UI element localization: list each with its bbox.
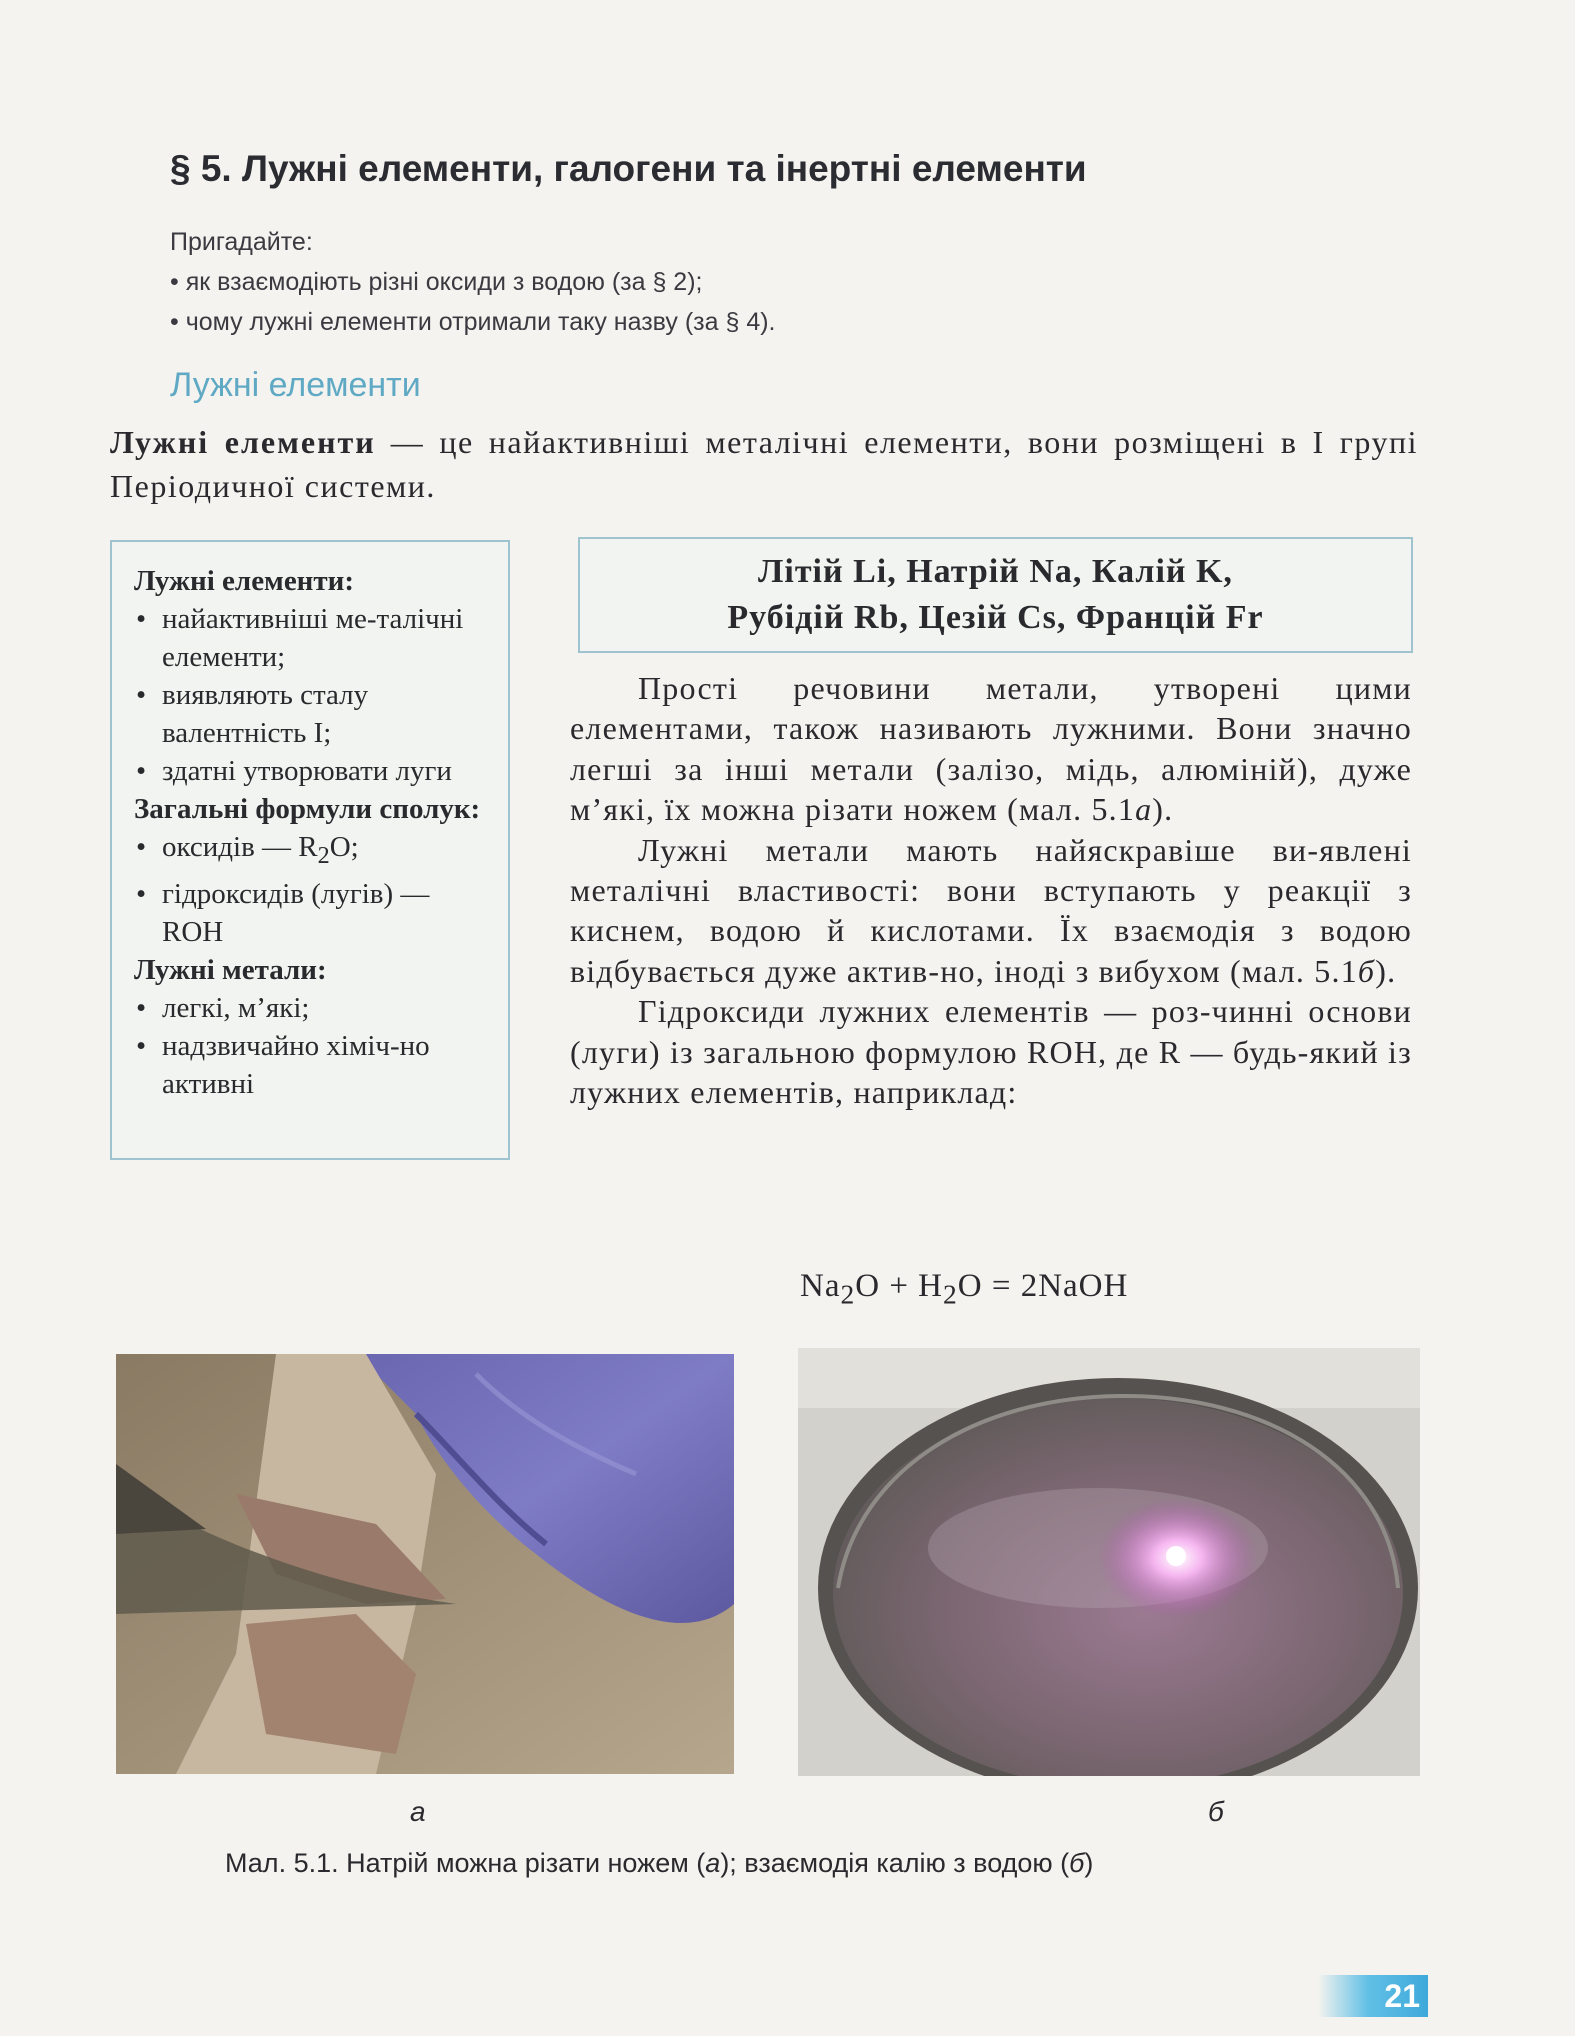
elements-list-box <box>578 537 1413 653</box>
body-paragraph <box>570 668 1412 830</box>
eq-part: O + H <box>855 1268 944 1304</box>
intro-paragraph <box>110 420 1418 508</box>
photo-potassium-drawing <box>798 1348 1420 1776</box>
oxides-end: O; <box>329 831 359 863</box>
paragraph-text: Лужні метали мають найяскравіше ви-явлені металічні властивості: вони вступають у реакції з киснем, водою й кислотами. Їх взаємодія з водою відбувається дуже актив-но, іноді з вибухом (мал. 5.1 <box>570 831 1412 989</box>
remember-block <box>170 222 776 342</box>
chemical-equation <box>800 1268 1128 1311</box>
summary-sidebox <box>110 540 510 1160</box>
caption-text: ); взаємодія калію з водою ( <box>720 1848 1070 1878</box>
caption-text: ) <box>1084 1848 1094 1878</box>
sidebox-item: • надзвичайно хіміч-но активні <box>134 1027 490 1103</box>
oxides-label: оксидів — R <box>162 831 318 863</box>
caption-text: Мал. 5.1. Натрій можна різати ножем ( <box>225 1848 706 1878</box>
body-paragraph: Гідроксиди лужних елементів — роз-чинні основи (луги) із загальною формулою ROH, де R — будь-який із лужних елементів, наприклад: <box>570 993 1412 1111</box>
sidebox-item: • виявляють сталу валентність І; <box>134 676 490 752</box>
caption-ref: б <box>1069 1848 1085 1878</box>
remember-item: • чому лужні елементи отримали таку назву (за § 4). <box>170 302 776 342</box>
sidebox-item-oxides <box>134 828 490 875</box>
sidebox-item: • здатні утворювати луги <box>134 752 490 790</box>
remember-item: • як взаємодіють різні оксиди з водою (за § 2); <box>170 262 776 302</box>
figure-caption <box>225 1848 1093 1879</box>
photo-sodium-cutting <box>116 1354 734 1774</box>
figure-ref: б <box>1357 952 1376 989</box>
elements-line: Літій Li, Натрій Na, Калій K, <box>758 553 1233 590</box>
page-number: 21 <box>1318 1975 1428 2017</box>
remember-lead: Пригадайте: <box>170 228 313 256</box>
eq-subscript: 2 <box>943 1278 958 1310</box>
intro-text: — це найактивніші металічні елементи, вони розміщені в І групі Періодичної системи. <box>110 424 1418 504</box>
elements-line: Рубідій Rb, Цезій Cs, Францій Fr <box>727 599 1264 636</box>
figure-ref: а <box>1135 791 1153 828</box>
page-title: § 5. Лужні елементи, галогени та інертні елементи <box>170 148 1087 189</box>
eq-part: Na <box>800 1268 841 1304</box>
photo-sodium-drawing <box>116 1354 734 1774</box>
body-paragraph <box>570 830 1412 992</box>
intro-term: Лужні елементи <box>110 424 376 460</box>
eq-part: O = 2NaOH <box>957 1268 1129 1304</box>
paragraph-text: Прості речовини метали, утворені цими елементами, також називають лужними. Вони значно легші за інші метали (залізо, мідь, алюміній), дуже м’які, їх можна різати ножем (мал. 5.1 <box>570 670 1412 828</box>
sidebox-heading: Загальні формули сполук: <box>134 793 481 825</box>
sidebox-item: • легкі, м’які; <box>134 989 490 1027</box>
oxides-subscript: 2 <box>317 841 330 869</box>
sidebox-heading: Лужні метали: <box>134 953 327 986</box>
sidebox-item: • гідроксидів (лугів) — ROH <box>134 875 490 951</box>
eq-subscript: 2 <box>840 1278 856 1310</box>
sidebox-heading: Лужні елементи: <box>134 565 355 597</box>
photo-potassium-water <box>798 1348 1420 1776</box>
paragraph-end: ). <box>1375 952 1397 989</box>
paragraph-end: ). <box>1152 791 1174 828</box>
caption-ref: а <box>705 1848 721 1878</box>
sidebox-item: • найактивніші ме-талічні елементи; <box>134 600 490 676</box>
figure-label-a: а <box>410 1796 426 1827</box>
body-text <box>570 668 1412 1112</box>
section-subheading: Лужні елементи <box>170 366 421 404</box>
figure-label-b: б <box>1208 1796 1224 1827</box>
